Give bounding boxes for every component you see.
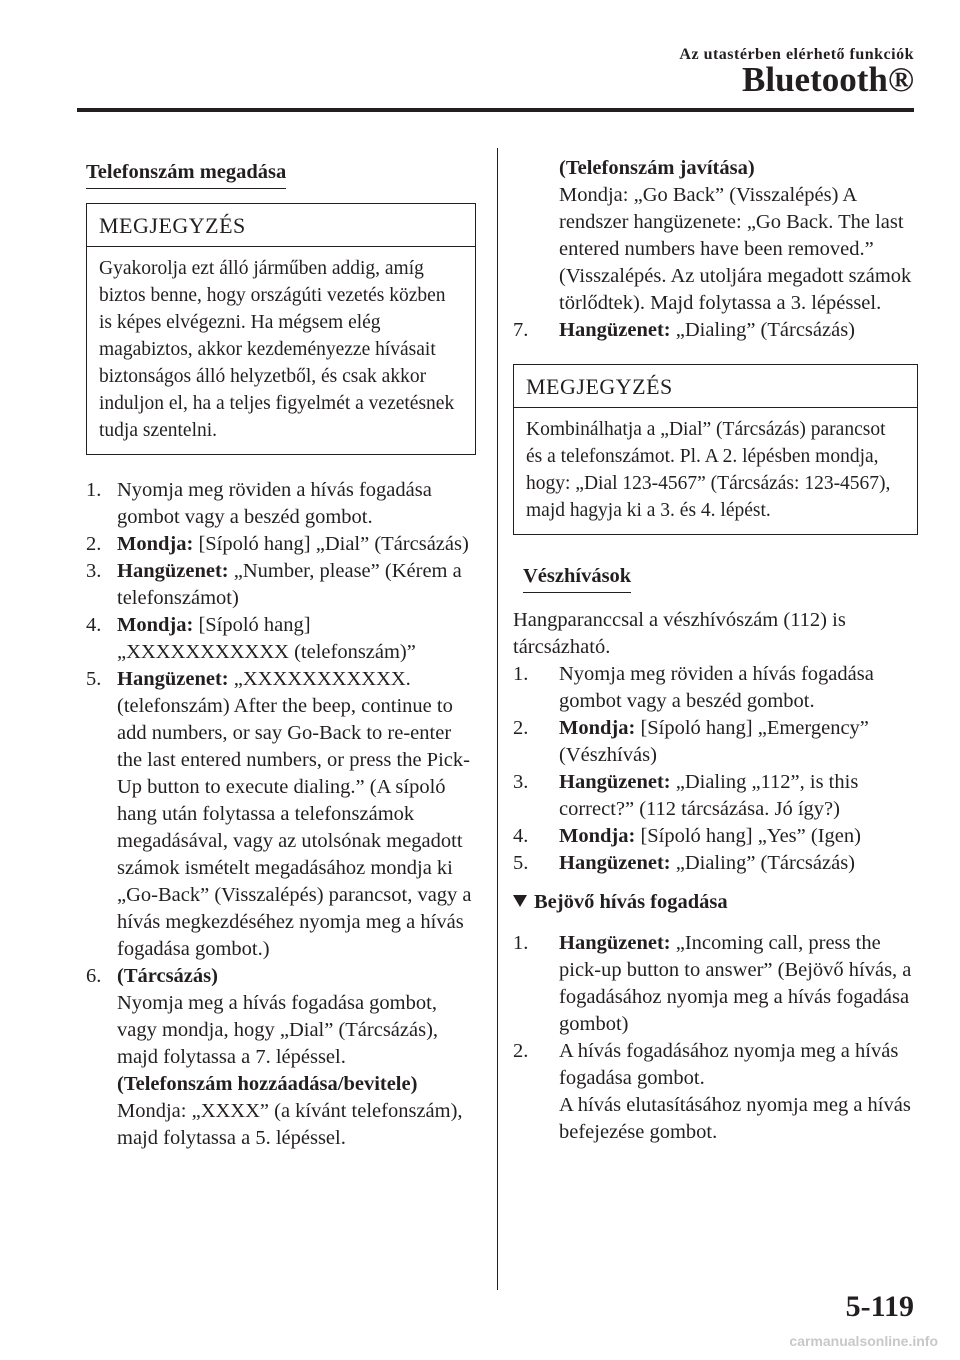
step-number: 1. (513, 663, 529, 685)
list-item (513, 823, 918, 850)
step-number: 5. (513, 852, 529, 874)
step-text: [Sípoló hang] „Yes” (Igen) (640, 825, 861, 847)
section-heading-emergency: Vészhívások (523, 563, 631, 593)
incoming-steps-list (513, 930, 918, 1146)
header-title: Bluetooth® (742, 60, 914, 99)
steps-list (513, 317, 918, 344)
step-number: 3. (86, 560, 102, 582)
step-label: Hangüzenet: (559, 852, 671, 874)
section-heading-phone-entry: Telefonszám megadása (86, 159, 286, 189)
step-text: [Sípoló hang] „XXXXXXXXXXX (telefonszám)” (117, 614, 416, 663)
list-item (86, 612, 476, 666)
note-title: MEGJEGYZÉS (87, 204, 475, 247)
subsection-heading-incoming (513, 889, 918, 916)
step-text: A hívás fogadásához nyomja meg a hívás fogadása gombot. (559, 1040, 899, 1089)
emergency-intro: Hangparanccsal a vészhívószám (112) is tárcsázható. (513, 609, 846, 658)
step-number: 2. (513, 1040, 529, 1062)
list-item (513, 317, 918, 344)
step-label: Hangüzenet: (559, 771, 671, 793)
column-divider (497, 148, 498, 1290)
step-extra-text: A hívás elutasításához nyomja meg a hívás befejezése gombot. (559, 1094, 911, 1143)
step-number: 6. (86, 965, 102, 987)
header-rule (77, 108, 914, 112)
list-item (86, 963, 476, 1152)
step-text: „Dialing „112”, is this correct?” (112 tárcsázása. Jó így?) (559, 771, 859, 820)
list-item (513, 715, 918, 769)
step-number: 4. (86, 614, 102, 636)
step-label: Mondja: (117, 533, 194, 555)
substep-label: (Telefonszám javítása) (559, 157, 755, 179)
step-text: Nyomja meg a hívás fogadása gombot, vagy mondja, hogy „Dial” (Tárcsázás), majd folytassa a 7. lépéssel. (117, 992, 439, 1068)
step-label: Mondja: (117, 614, 194, 636)
step-number: 1. (513, 932, 529, 954)
step-text: Nyomja meg röviden a hívás fogadása gombot vagy a beszéd gombot. (117, 479, 432, 528)
substep-label: (Telefonszám hozzáadása/bevitele) (117, 1073, 418, 1095)
right-column (513, 159, 918, 1146)
step-text: „XXXXXXXXXXX. (telefonszám) After the beep, continue to add numbers, or say Go-Back to re-enter the last entered numbers, or press the Pick-Up button to execute dialing.” (A sípoló hang után folytassa a telefonszámok megadásával, vagy az utolsónak megadott számok ismételt megadásához mondja ki „Go-Back” (Visszalépés) parancsot, vagy a hívás megkezdéséhez nyomja meg a hívás fogadása gombot.) (117, 668, 472, 960)
emergency-steps-list (513, 661, 918, 877)
step-label: (Tárcsázás) (117, 965, 218, 987)
step-number: 2. (86, 533, 102, 555)
steps-list (86, 477, 476, 1152)
step-label: Hangüzenet: (559, 319, 671, 341)
left-column (86, 159, 476, 1152)
list-item (513, 1038, 918, 1146)
step-number: 3. (513, 771, 529, 793)
step-number: 7. (513, 319, 529, 341)
step-number: 1. (86, 479, 102, 501)
step-text: „Number, please” (Kérem a telefonszámot) (117, 560, 462, 609)
step-text: [Sípoló hang] „Dial” (Tárcsázás) (198, 533, 469, 555)
note-body: Kombinálhatja a „Dial” (Tárcsázás) parancsot és a telefonszámot. Pl. A 2. lépésben mondja, hogy: „Dial 123-4567” (Tárcsázás: 123-4567), majd hagyja ki a 3. és 4. lépést. (526, 419, 891, 521)
step-label: Mondja: (559, 717, 636, 739)
note-title: MEGJEGYZÉS (514, 365, 917, 408)
substep-text: Mondja: „Go Back” (Visszalépés) A rendszer hangüzenete: „Go Back. The last entered numbers have been removed.” (Visszalépés. Az utoljára megadott számok törlődtek). Majd folytassa a 3. lépéssel. (559, 184, 912, 314)
list-item (513, 930, 918, 1038)
step-text: „Dialing” (Tárcsázás) (675, 319, 855, 341)
list-item (86, 666, 476, 963)
list-item (513, 850, 918, 877)
list-item (86, 477, 476, 531)
header-subtitle: Az utastérben elérhető funkciók (679, 46, 914, 63)
footer-watermark: carmanualsonline.info (789, 1333, 938, 1349)
list-item (513, 661, 918, 715)
triangle-bullet-icon (513, 895, 527, 907)
list-item (86, 531, 476, 558)
step-number: 5. (86, 668, 102, 690)
step-number: 2. (513, 717, 529, 739)
step-label: Hangüzenet: (117, 668, 229, 690)
page-number: 5-119 (845, 1290, 914, 1323)
note-body: Gyakorolja ezt álló járműben addig, amíg biztos benne, hogy országúti vezetés közben is képes elvégezni. Ha mégsem elég magabiztos, akkor kezdeményezze hívásait biztonságos álló helyzetből, és csak akkor induljon el, ha a teljes figyelmét a vezetésnek tudja szentelni. (99, 258, 455, 441)
step-text: „Dialing” (Tárcsázás) (675, 852, 855, 874)
step-text: [Sípoló hang] „Emergency” (Vészhívás) (559, 717, 869, 766)
list-item (513, 769, 918, 823)
step-text: „Incoming call, press the pick-up button to answer” (Bejövő hívás, a fogadásához nyomja meg a hívás fogadása gombot) (559, 932, 912, 1035)
list-item (86, 558, 476, 612)
step-number: 4. (513, 825, 529, 847)
note-box-dial (513, 364, 918, 535)
step-label: Hangüzenet: (117, 560, 229, 582)
subsection-title: Bejövő hívás fogadása (534, 891, 728, 913)
step-text: Nyomja meg röviden a hívás fogadása gombot vagy a beszéd gombot. (559, 663, 874, 712)
note-box-safety (86, 203, 476, 455)
correction-block (513, 155, 918, 317)
substep-text: Mondja: „XXXX” (a kívánt telefonszám), majd folytassa a 5. lépéssel. (117, 1100, 463, 1149)
step-label: Hangüzenet: (559, 932, 671, 954)
step-label: Mondja: (559, 825, 636, 847)
